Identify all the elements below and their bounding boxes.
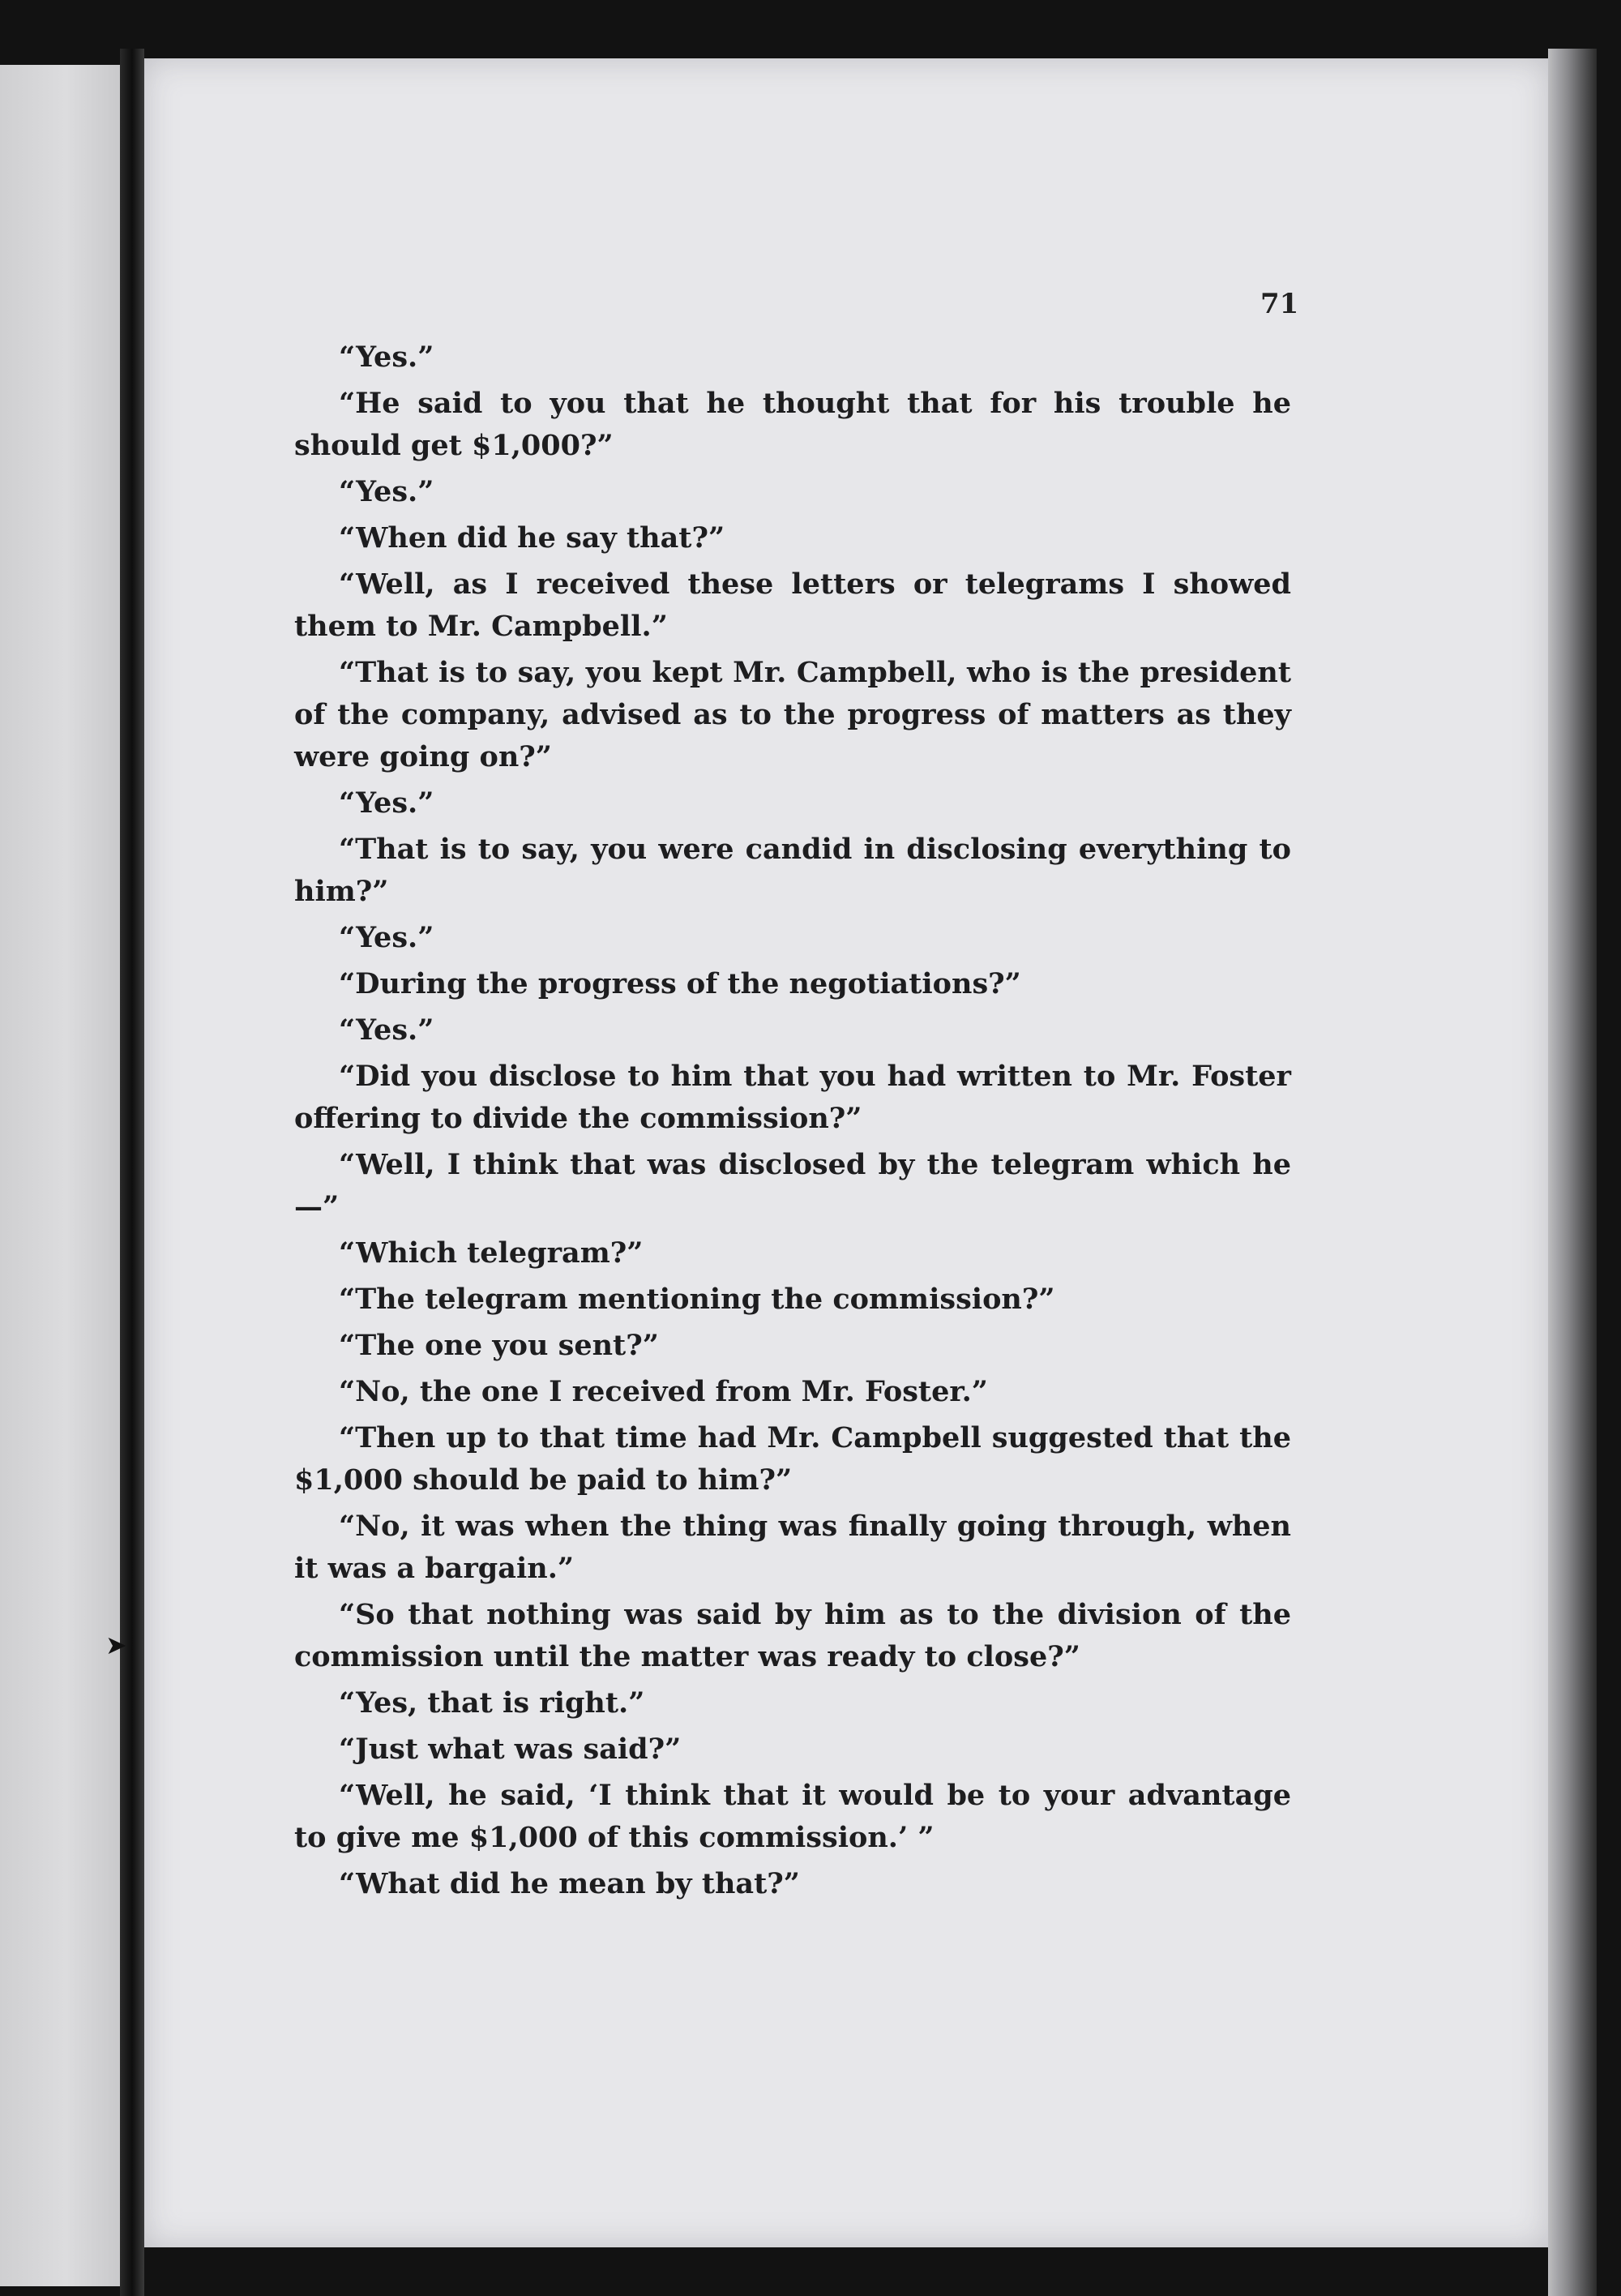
- paragraph: “Well, I think that was disclosed by the telegram which he—”: [294, 1148, 1291, 1223]
- page-text: [294, 336, 1291, 1909]
- page-number: 71: [1260, 288, 1299, 320]
- right-page-edge: [1548, 49, 1597, 2296]
- paragraph: “That is to say, you were candid in disclosing everything to him?”: [294, 833, 1291, 908]
- paragraph: “That is to say, you kept Mr. Campbell, who is the president of the company, advised as to the progress of matters as they were going on?”: [294, 656, 1291, 773]
- paragraph: “The one you sent?”: [339, 1329, 659, 1362]
- paragraph: “Yes.”: [339, 475, 434, 508]
- paragraph: “Well, as I received these letters or telegrams I showed them to Mr. Campbell.”: [294, 568, 1291, 643]
- margin-arrow-mark: ➤: [105, 1630, 127, 1660]
- paragraph: “So that nothing was said by him as to the division of the commission until the matter was ready to close?”: [294, 1598, 1291, 1673]
- paragraph: “Just what was said?”: [339, 1733, 682, 1766]
- paragraph: “When did he say that?”: [339, 521, 725, 555]
- paragraph: “What did he mean by that?”: [339, 1867, 800, 1900]
- paragraph: “The telegram mentioning the commission?”: [339, 1283, 1055, 1316]
- paragraph: “Well, he said, ‘I think that it would be to your advantage to give me $1,000 of this commission.’ ”: [294, 1779, 1291, 1854]
- paragraph: “Yes.”: [339, 341, 434, 374]
- paragraph: “No, the one I received from Mr. Foster.”: [339, 1375, 988, 1408]
- paragraph: “Yes.”: [339, 786, 434, 820]
- paragraph: “He said to you that he thought that for his trouble he should get $1,000?”: [294, 387, 1291, 462]
- paragraph: “Yes.”: [339, 921, 434, 954]
- paragraph: “Yes.”: [339, 1013, 434, 1047]
- paragraph: “Then up to that time had Mr. Campbell suggested that the $1,000 should be paid to him?”: [294, 1421, 1291, 1497]
- book-gutter: [120, 49, 144, 2296]
- paragraph: “No, it was when the thing was finally going through, when it was a bargain.”: [294, 1510, 1291, 1585]
- left-page-edge: [0, 65, 120, 2286]
- paragraph: “Yes, that is right.”: [339, 1686, 645, 1720]
- paragraph: “Did you disclose to him that you had written to Mr. Foster offering to divide the commission?”: [294, 1060, 1291, 1135]
- paragraph: “Which telegram?”: [339, 1236, 644, 1270]
- paragraph: “During the progress of the negotiations?”: [339, 967, 1021, 1000]
